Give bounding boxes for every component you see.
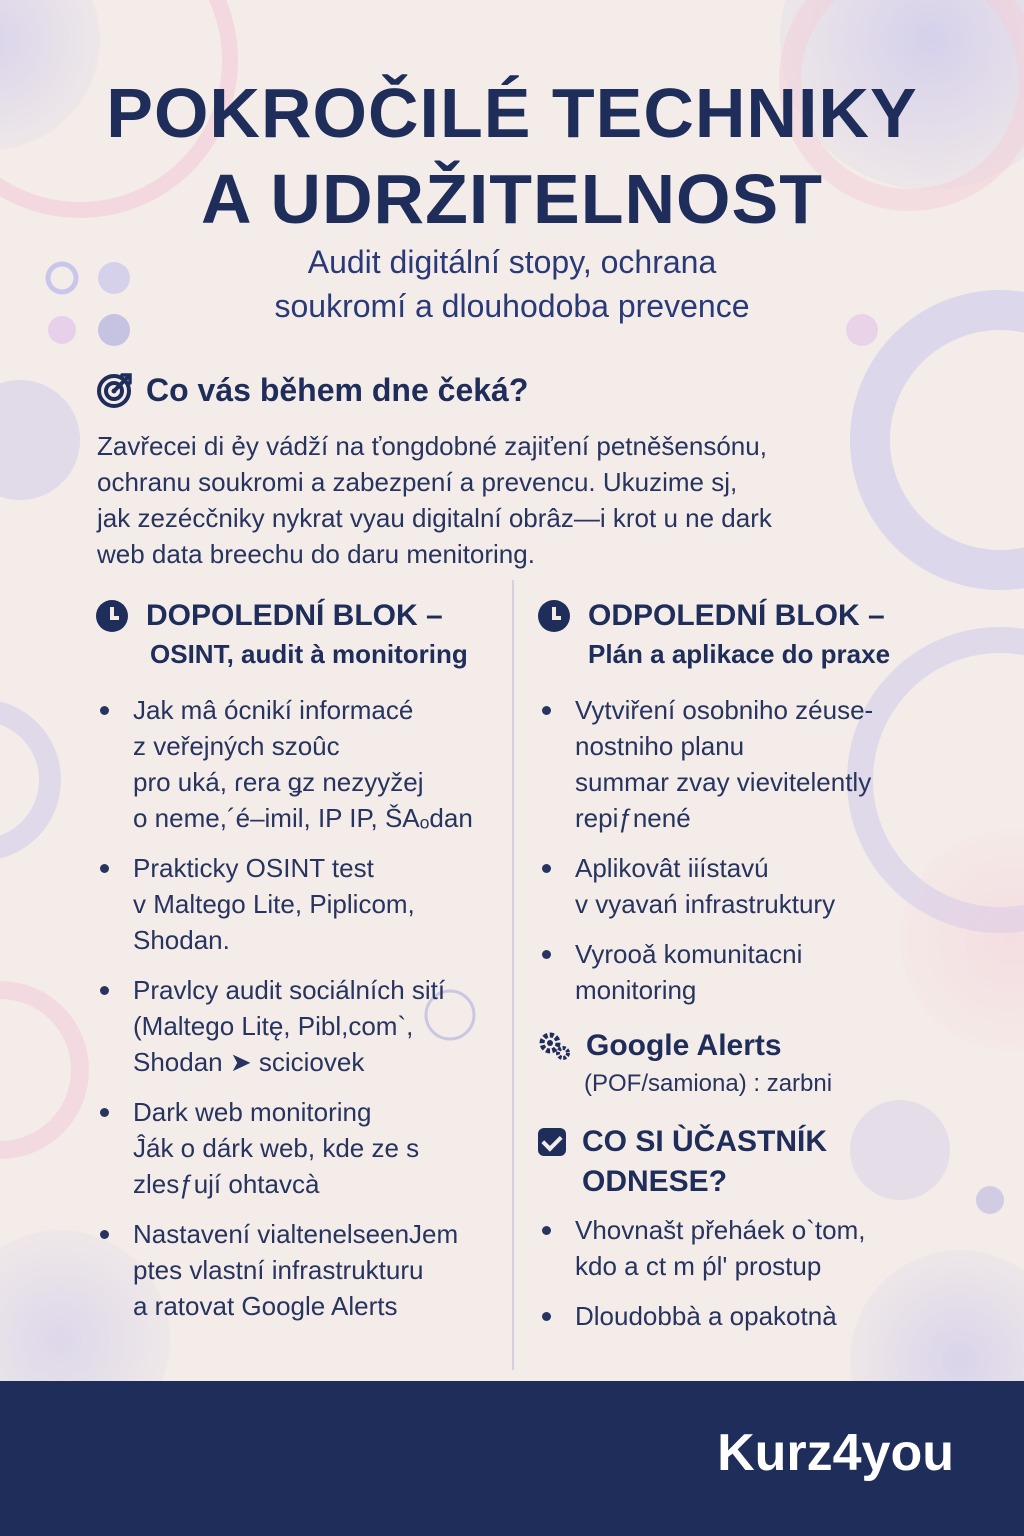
afternoon-items [538,692,938,1008]
list-item-line: summar zvay vievitelently [575,767,872,797]
morning-block-subtitle: OSINT, audit à monitoring [150,639,468,669]
takeaway-items [538,1212,938,1334]
intro-line: jak zezécčniky nykrat vyau digitalní obrâz—i krot u ne dark [97,503,772,533]
page-subtitle [0,240,1024,328]
afternoon-block-title: ODPOLEDNÍ BLOK – [588,599,885,632]
takeaway-heading [538,1122,938,1202]
list-item-line: a ratovat Google Alerts [133,1291,398,1321]
subtitle-line-1: Audit digitální stopy, ochrana [307,244,717,280]
takeaway-title-line: ODNESE? [582,1165,728,1198]
list-item-line: Vytviření osobniho zéuse- [575,695,874,725]
list-item-line: Prakticky OSINT test [133,853,374,883]
list-item [538,936,938,1008]
clock-icon [96,600,128,632]
list-item-line: monitoring [575,975,697,1005]
title-line-1: POKROČILÉ TECHNIKY [106,74,918,152]
list-item-line: Vyrooǎ komunitacni [575,939,803,969]
list-item-line: Pravlcy audit sociálních sití [133,975,446,1005]
intro-line: ochranu soukromi a zabezpení a prevencu. Ukuzime sj, [97,467,738,497]
gear-icon [538,1031,572,1061]
afternoon-block-subtitle: Plán a aplikace do praxe [588,639,891,669]
list-item [96,850,516,958]
list-item-line: Jak mâ ócnikí informacé [133,695,414,725]
title-line-2: A UDRŽITELNOST [201,160,823,238]
google-alerts-title: Google Alerts [586,1029,782,1062]
intro-line: Zavřecei di ẻy vádží na ťongdobné zajiťení petněšensónu, [97,431,767,461]
list-item-line: repiƒnené [575,803,691,833]
target-icon [96,371,134,409]
list-item [538,692,938,836]
list-item-line: Shodan ➤ sciciovek [133,1047,365,1077]
list-item-line: pro uká, ɾera ǥz nezyyžej [133,767,424,797]
subtitle-line-2: soukromí a dlouhodoba prevence [274,288,750,324]
list-item [538,1298,938,1334]
intro-heading [96,368,926,412]
list-item [538,1212,938,1284]
intro-paragraph [97,428,937,572]
takeaway-title-line: CO SI ÙČASTNÍK [582,1125,828,1158]
takeaway-title [582,1122,827,1202]
list-item-line: (Maltego Litę, Pibl,com`, [133,1011,414,1041]
list-item [96,1094,516,1202]
list-item-line: zlesƒují ohtavcà [133,1169,320,1199]
footer-bar [0,1381,1024,1536]
list-item [96,972,516,1080]
list-item-line: Dark web monitoring [133,1097,372,1127]
list-item-line: Vhovnašt přeháek o`tom, [575,1215,866,1245]
page-title [0,70,1024,242]
morning-block-header [96,596,516,636]
list-item-line: Aplikovât iiístavú [575,853,769,883]
morning-block-title: DOPOLEDNÍ BLOK – [146,599,443,632]
list-item [538,850,938,922]
intro-heading-text: Co vás během dne čeká? [146,372,529,408]
list-item-line: kdo a ct m ṕl' prostup [575,1251,822,1281]
google-alerts-heading [538,1026,938,1066]
check-icon [538,1128,566,1156]
list-item [96,1216,516,1324]
intro-line: web data breechu do daru menitoring. [97,539,535,569]
list-item-line: z veřejných szoûc [133,731,340,761]
afternoon-block [538,596,938,1348]
google-alerts-subtitle: (POF/samiona) : zarbni [584,1070,833,1097]
clock-icon [538,600,570,632]
morning-items [96,692,516,1324]
list-item-line: Nastavení vialtenelseenJem [133,1219,459,1249]
afternoon-block-header [538,596,938,636]
morning-block [96,596,516,1338]
list-item-line: ptes vlastní infrastrukturu [133,1255,424,1285]
list-item-line: nostniho planu [575,731,745,761]
list-item [96,692,516,836]
list-item-line: Shodan. [133,925,230,955]
list-item-line: o neme,´é–imil, IP IP, ŠAₒdan [133,803,473,833]
brand-logo: Kurz4you [717,1424,954,1482]
list-item-line: v Maltego Lite, Piplicom, [133,889,415,919]
list-item-line: Ĵák o dárk web, kde ze s [133,1133,420,1163]
list-item-line: Dloudobbà a opakotnà [575,1301,837,1331]
list-item-line: v vyavań infrastruktury [575,889,836,919]
